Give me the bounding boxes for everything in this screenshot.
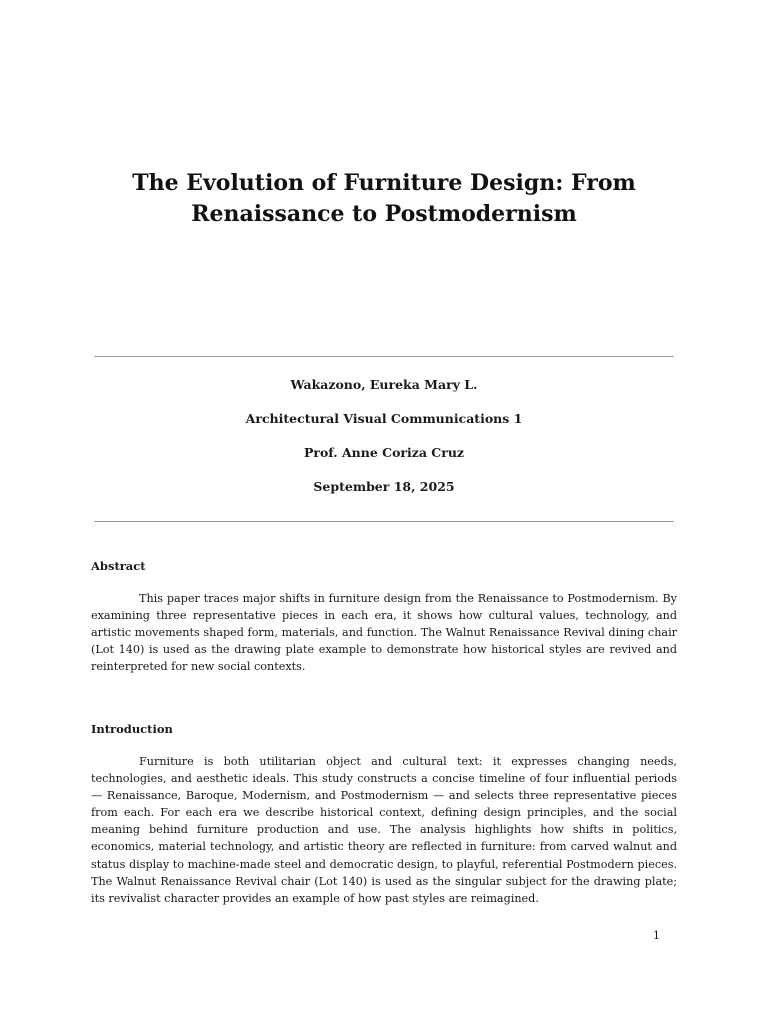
page-number: 1: [653, 929, 660, 942]
introduction-heading: Introduction: [91, 722, 173, 736]
bottom-divider: [94, 521, 674, 522]
top-divider: [94, 356, 674, 357]
submission-date: September 18, 2025: [313, 479, 455, 494]
abstract-paragraph: This paper traces major shifts in furniture design from the Renaissance to Postmodernism. By examining three representative pieces in each era, it shows how cultural values, technology, and artistic movements shaped form, materials, and function. The Walnut Renaissance Revival dining chair (Lot 140) is used as the drawing plate example to demonstrate how historical styles are revived and reinterpreted for new social contexts.: [91, 592, 677, 674]
abstract-heading: Abstract: [91, 559, 146, 573]
professor-name: Prof. Anne Coriza Cruz: [303, 445, 465, 460]
author-name: Wakazono, Eureka Mary L.: [290, 377, 478, 392]
introduction-paragraph: Furniture is both utilitarian object and cultural text: it expresses changing needs, technologies, and aesthetic ideals. This study constructs a concise timeline of four influential periods — Renaissance, Baroque, Modernism, and Postmodernism — and selects three representative pieces from each. For each era we describe historical context, defining design principles, and the social meaning behind furniture production and use. The analysis highlights how shifts in politics, economics, material technology, and artistic theory are reflected in furniture: from carved walnut and status display to machine-made steel and democratic design, to playful, referential Postmodern pieces. The Walnut Renaissance Revival chair (Lot 140) is used as the singular subject for the drawing plate; its revivalist character provides an example of how past styles are reimagined.: [91, 755, 677, 905]
paper-title: The Evolution of Furniture Design: From Renaissance to Postmodernism: [132, 170, 636, 227]
course-name: Architectural Visual Communications 1: [245, 411, 523, 426]
